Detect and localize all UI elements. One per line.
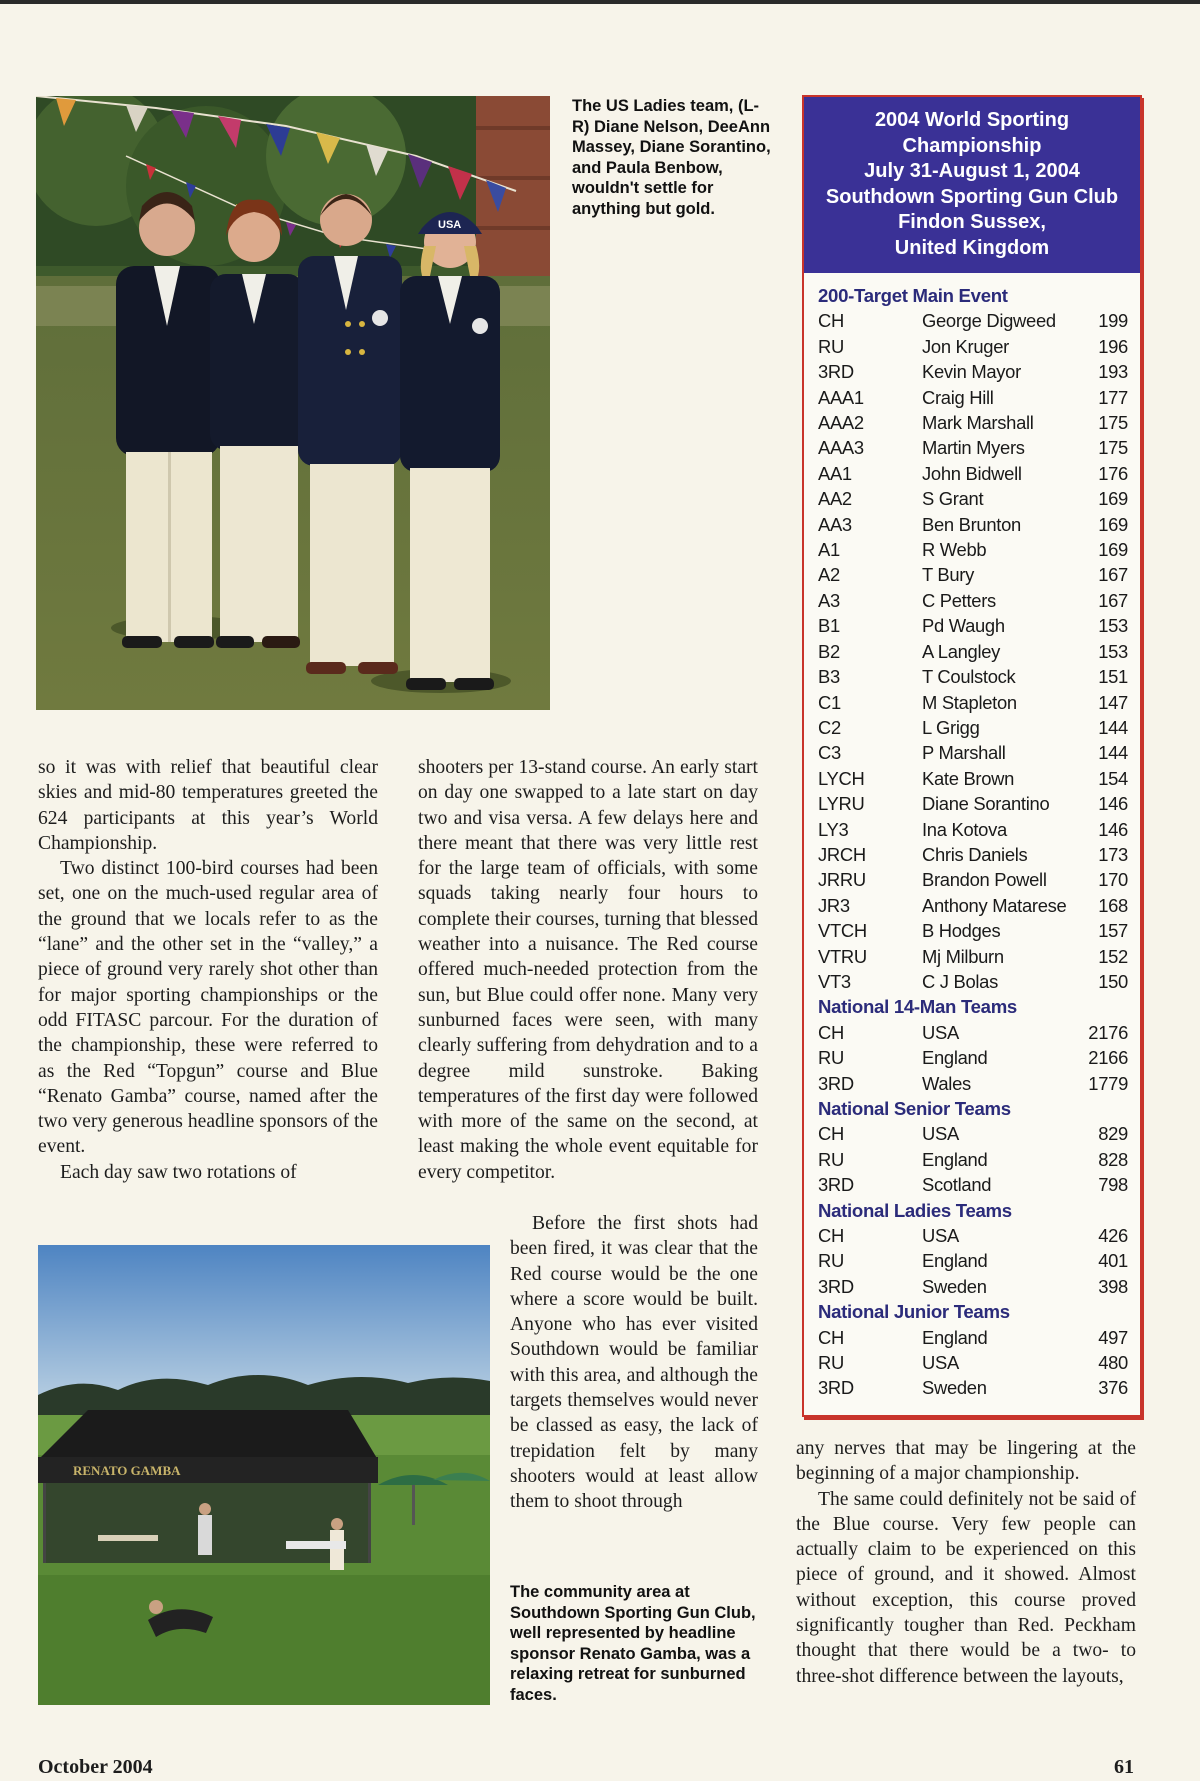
result-class: 3RD xyxy=(818,1174,854,1196)
result-row xyxy=(818,1020,1128,1045)
result-class: AA1 xyxy=(818,462,852,484)
result-score: 173 xyxy=(1098,843,1128,865)
result-name: Sweden xyxy=(922,1377,987,1399)
caption-team-photo: The US Ladies team, (L-R) Diane Nelson, DeeAnn Massey, Diane Sorantino, and Paula Benbow, wouldn't settle for anything but gold. xyxy=(572,97,771,218)
result-class: RU xyxy=(818,1250,844,1272)
result-class: 3RD xyxy=(818,1072,854,1094)
result-row xyxy=(818,537,1128,562)
result-class: CH xyxy=(818,1225,844,1247)
result-name: C Petters xyxy=(922,589,996,611)
page-number: 61 xyxy=(1114,1756,1134,1778)
result-class: JRCH xyxy=(818,843,866,865)
result-score: 146 xyxy=(1098,818,1128,840)
result-class: CH xyxy=(818,1123,844,1145)
result-class: AAA1 xyxy=(818,386,864,408)
result-score: 168 xyxy=(1098,894,1128,916)
result-name: USA xyxy=(922,1225,959,1247)
result-name: Anthony Matarese xyxy=(922,894,1067,916)
footer-date: October 2004 xyxy=(38,1756,153,1778)
tent-banner-text: RENATO GAMBA xyxy=(73,1463,181,1478)
result-row xyxy=(818,817,1128,842)
result-class: RU xyxy=(818,1047,844,1069)
result-class: A1 xyxy=(818,539,840,561)
result-score: 376 xyxy=(1098,1377,1128,1399)
result-class: AA2 xyxy=(818,488,852,510)
result-class: B1 xyxy=(818,615,840,637)
paragraph: so it was with relief that beautiful clear skies and mid-80 temperatures greeted the 624 participants at this year’s World Championship. xyxy=(38,757,378,854)
result-row xyxy=(818,893,1128,918)
result-name: USA xyxy=(922,1352,959,1374)
paragraph: any nerves that may be lingering at the beginning of a major championship. xyxy=(796,1438,1136,1485)
paragraph: Before the first shots had been fired, it was clear that the Red course would be the one where a score would be built. Anyone who has ever visited Southdown would be familiar with this area, and although the targets themselves would never be classed as easy, the lack of trepidation felt by many shooters would at least allow them to shoot through xyxy=(510,1213,758,1513)
result-score: 2176 xyxy=(1088,1021,1128,1043)
paragraph: The same could definitely not be said of the Blue course. Very few people can actually claim to be experienced on this piece of ground, and it showed. Almost without exception, this course proved significantly tougher than Red. Peckham thought that there would be a two- to three-shot difference between the layouts, xyxy=(796,1488,1136,1687)
result-row xyxy=(818,486,1128,511)
result-class: RU xyxy=(818,335,844,357)
sidebar-header xyxy=(804,97,1140,273)
result-score: 497 xyxy=(1098,1326,1128,1348)
result-score: 426 xyxy=(1098,1225,1128,1247)
result-row xyxy=(818,410,1128,435)
result-row xyxy=(818,461,1128,486)
result-score: 150 xyxy=(1098,970,1128,992)
result-row xyxy=(818,766,1128,791)
result-row xyxy=(818,1248,1128,1273)
result-name: John Bidwell xyxy=(922,462,1022,484)
result-class: C2 xyxy=(818,716,841,738)
result-score: 146 xyxy=(1098,793,1128,815)
result-row xyxy=(818,1147,1128,1172)
result-score: 828 xyxy=(1098,1148,1128,1170)
result-row xyxy=(818,1325,1128,1350)
paragraph: shooters per 13-stand course. An early start on day one swapped to a late start on day two and visa versa. A few delays here and there meant that there was very little rest for the large team of officials, with some squads taking nearly four hours to complete their courses, turning that blessed weather into a nuisance. The Red course offered much-needed protection from the sun, but Blue could offer none. Many very sunburned faces were seen, with many clearly suffering from dehydration and to a degree mild sunstroke. Baking temperatures of the first day were followed with more of the same on the second, at least making the whole event equitable for every competitor. xyxy=(418,757,758,1183)
result-name: Jon Kruger xyxy=(922,335,1009,357)
result-class: A2 xyxy=(818,564,840,586)
result-score: 398 xyxy=(1098,1275,1128,1297)
result-score: 2166 xyxy=(1088,1047,1128,1069)
result-score: 177 xyxy=(1098,386,1128,408)
result-name: Ina Kotova xyxy=(922,818,1007,840)
result-class: LYRU xyxy=(818,793,865,815)
result-name: Martin Myers xyxy=(922,437,1025,459)
result-class: AAA3 xyxy=(818,437,864,459)
result-class: A3 xyxy=(818,589,840,611)
result-score: 153 xyxy=(1098,615,1128,637)
header-line: United Kingdom xyxy=(894,236,1050,259)
result-class: JR3 xyxy=(818,894,850,916)
result-row xyxy=(818,385,1128,410)
result-score: 169 xyxy=(1098,539,1128,561)
section-title: National Ladies Teams xyxy=(818,1199,1012,1221)
result-score: 153 xyxy=(1098,640,1128,662)
result-class: B3 xyxy=(818,666,840,688)
result-row xyxy=(818,867,1128,892)
result-name: T Bury xyxy=(922,564,975,586)
result-score: 170 xyxy=(1098,869,1128,891)
result-name: T Coulstock xyxy=(922,666,1016,688)
header-line: Southdown Sporting Gun Club xyxy=(825,185,1119,208)
result-name: R Webb xyxy=(922,539,987,561)
result-row xyxy=(818,690,1128,715)
result-class: 3RD xyxy=(818,361,854,383)
result-name: Craig Hill xyxy=(922,386,994,408)
header-line: Findon Sussex, xyxy=(898,211,1046,233)
cap-logo-text: USA xyxy=(438,219,462,231)
result-score: 157 xyxy=(1098,920,1128,942)
result-class: 3RD xyxy=(818,1377,854,1399)
result-name: Kevin Mayor xyxy=(922,361,1021,383)
result-score: 401 xyxy=(1098,1250,1128,1272)
result-name: George Digweed xyxy=(922,310,1056,332)
result-class: B2 xyxy=(818,640,840,662)
result-name: M Stapleton xyxy=(922,691,1017,713)
result-class: RU xyxy=(818,1352,844,1374)
result-class: AAA2 xyxy=(818,412,864,434)
result-name: C J Bolas xyxy=(922,970,998,992)
result-name: England xyxy=(922,1047,988,1069)
result-row xyxy=(818,639,1128,664)
top-rule xyxy=(0,0,1200,4)
result-score: 798 xyxy=(1098,1174,1128,1196)
section-title: 200-Target Main Event xyxy=(818,285,1008,306)
result-row xyxy=(818,1071,1128,1096)
result-score: 175 xyxy=(1098,437,1128,459)
section-title: National Junior Teams xyxy=(818,1301,1010,1323)
result-class: CH xyxy=(818,310,844,332)
community-area-photo xyxy=(38,1245,490,1705)
results-sidebar xyxy=(802,95,1142,1417)
header-line: July 31-August 1, 2004 xyxy=(864,160,1080,182)
result-name: Pd Waugh xyxy=(922,615,1005,637)
result-score: 829 xyxy=(1098,1123,1128,1145)
result-class: VTCH xyxy=(818,920,867,942)
result-name: Mj Milburn xyxy=(922,945,1004,967)
result-name: Scotland xyxy=(922,1174,992,1196)
result-name: England xyxy=(922,1250,988,1272)
result-name: England xyxy=(922,1326,988,1348)
result-row xyxy=(818,1375,1128,1400)
result-row xyxy=(818,715,1128,740)
result-row xyxy=(818,588,1128,613)
result-row xyxy=(818,1223,1128,1248)
header-line: Championship xyxy=(902,134,1042,157)
result-name: P Marshall xyxy=(922,742,1006,764)
result-name: Mark Marshall xyxy=(922,412,1034,434)
result-row xyxy=(818,613,1128,638)
team-photo xyxy=(36,96,550,710)
article-column-2 xyxy=(418,755,758,1185)
result-row xyxy=(818,1350,1128,1375)
result-score: 175 xyxy=(1098,412,1128,434)
result-name: Sweden xyxy=(922,1275,987,1297)
header-line: 2004 World Sporting xyxy=(874,109,1070,131)
result-row xyxy=(818,1121,1128,1146)
result-row xyxy=(818,664,1128,689)
article-column-3 xyxy=(796,1436,1136,1689)
result-score: 144 xyxy=(1098,716,1128,738)
article-column-1 xyxy=(38,755,378,1185)
result-class: C3 xyxy=(818,742,841,764)
result-name: England xyxy=(922,1148,988,1170)
result-name: USA xyxy=(922,1123,959,1145)
result-score: 169 xyxy=(1098,513,1128,535)
result-class: C1 xyxy=(818,691,841,713)
result-score: 176 xyxy=(1098,462,1128,484)
result-row xyxy=(818,562,1128,587)
result-name: USA xyxy=(922,1021,959,1043)
section-title: National Senior Teams xyxy=(818,1098,1011,1119)
result-row xyxy=(818,334,1128,359)
result-row xyxy=(818,1045,1128,1070)
result-score: 152 xyxy=(1098,945,1128,967)
result-row xyxy=(818,918,1128,943)
result-name: L Grigg xyxy=(922,716,980,738)
result-score: 167 xyxy=(1098,589,1128,611)
result-row xyxy=(818,308,1128,333)
result-score: 169 xyxy=(1098,488,1128,510)
result-row xyxy=(818,512,1128,537)
result-name: Kate Brown xyxy=(922,767,1015,789)
result-name: A Langley xyxy=(922,640,1001,662)
result-class: LYCH xyxy=(818,767,865,789)
paragraph: Each day saw two rotations of xyxy=(60,1161,297,1183)
result-class: RU xyxy=(818,1148,844,1170)
result-score: 147 xyxy=(1098,691,1128,713)
result-class: CH xyxy=(818,1021,844,1043)
result-class: 3RD xyxy=(818,1275,854,1297)
result-row xyxy=(818,435,1128,460)
result-score: 1779 xyxy=(1088,1072,1128,1094)
result-row xyxy=(818,842,1128,867)
result-row xyxy=(818,1172,1128,1197)
result-row xyxy=(818,740,1128,765)
result-score: 199 xyxy=(1098,310,1128,332)
results-list xyxy=(804,273,1140,1401)
result-name: Wales xyxy=(922,1072,971,1094)
result-score: 193 xyxy=(1098,361,1128,383)
result-class: LY3 xyxy=(818,818,849,840)
result-name: S Grant xyxy=(922,488,984,510)
paragraph: Two distinct 100-bird courses had been set, one on the much-used regular area of the ground that we locals refer to as the “lane” and the other set in the “valley,” a piece of ground very rarely shot other than for major sporting championships or the odd FITASC parcour. For the duration of the championship, these were referred to as the Red “Topgun” course and Blue “Renato Gamba” course, named after the two very generous headline sponsors of the event. xyxy=(38,858,378,1158)
section-title: National 14-Man Teams xyxy=(818,996,1017,1018)
result-row xyxy=(818,1274,1128,1299)
result-score: 480 xyxy=(1098,1352,1128,1374)
result-class: VT3 xyxy=(818,970,851,992)
result-name: Ben Brunton xyxy=(922,513,1021,535)
result-row xyxy=(818,944,1128,969)
result-name: B Hodges xyxy=(922,920,1001,942)
caption-community-photo: The community area at Southdown Sporting Gun Club, well represented by headline sponsor Renato Gamba, was a relaxing retreat for sunburned faces. xyxy=(510,1583,756,1704)
result-score: 144 xyxy=(1098,742,1128,764)
result-score: 196 xyxy=(1098,335,1128,357)
result-class: CH xyxy=(818,1326,844,1348)
result-row xyxy=(818,969,1128,994)
result-row xyxy=(818,359,1128,384)
result-class: AA3 xyxy=(818,513,852,535)
result-name: Chris Daniels xyxy=(922,843,1028,865)
result-score: 167 xyxy=(1098,564,1128,586)
result-score: 151 xyxy=(1098,666,1128,688)
result-name: Brandon Powell xyxy=(922,869,1047,891)
result-class: VTRU xyxy=(818,945,867,967)
result-class: JRRU xyxy=(818,869,866,891)
result-score: 154 xyxy=(1098,767,1128,789)
result-name: Diane Sorantino xyxy=(922,793,1050,815)
article-column-2-continued xyxy=(510,1211,758,1515)
result-row xyxy=(818,791,1128,816)
